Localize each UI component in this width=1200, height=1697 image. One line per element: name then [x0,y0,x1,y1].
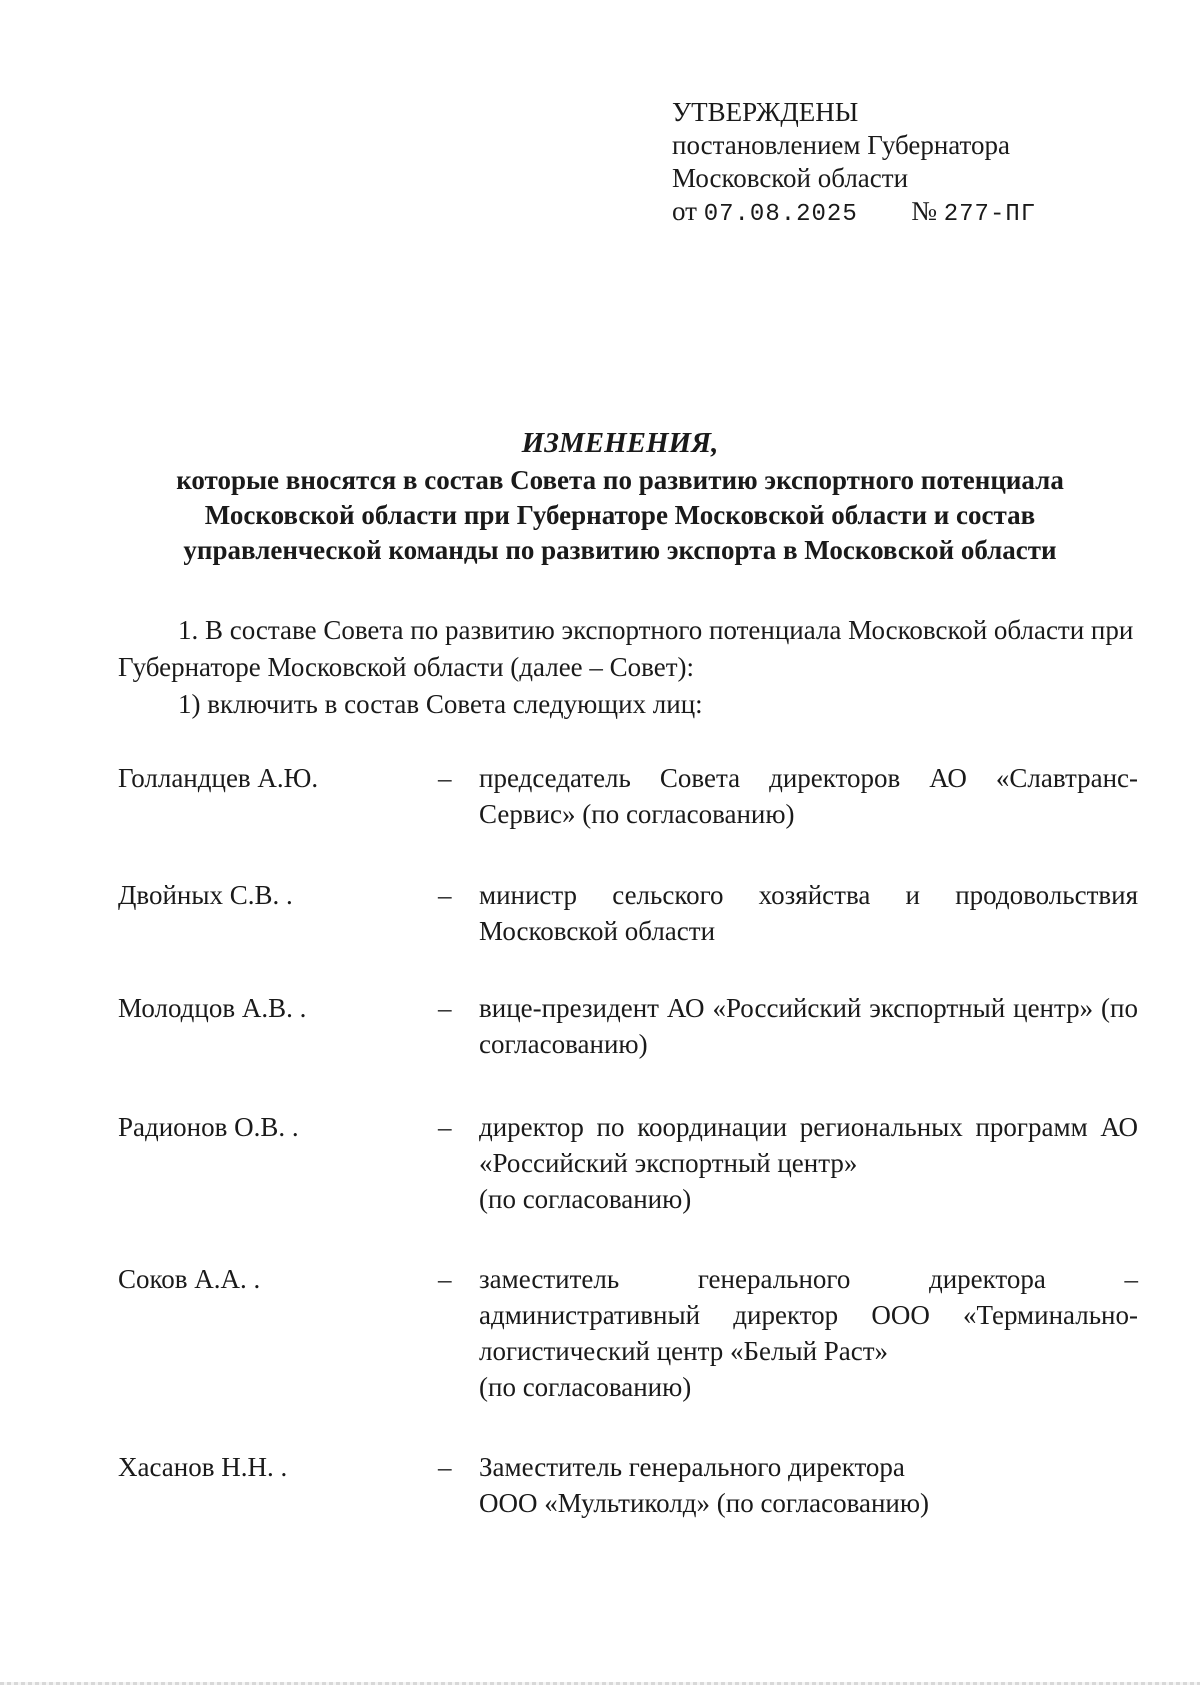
member-entry [118,1449,1138,1529]
member-entry [118,877,1138,990]
intro-paragraph-1: 1. В составе Совета по развитию экспортного потенциала Московской области при Губернаторе Московской области (далее – Совет): [118,615,1134,682]
title-line-3: управленческой команды по развитию экспорта в Московской области [183,535,1057,565]
member-description [479,990,1138,1062]
member-name: Хасанов Н.Н. . [118,1452,288,1482]
member-entry [118,760,1138,877]
member-description [479,760,1138,832]
approval-decree-type: постановлением Губернатора [672,130,1010,160]
member-name: Соков А.А. . [118,1264,261,1294]
members-list [118,760,1138,1529]
member-note: (по согласованию) [479,1372,692,1402]
member-name: Двойных С.В. . [118,880,293,910]
member-dash: – [438,763,452,793]
approval-number: 277-ПГ [943,201,1037,228]
member-note: (по согласованию) [479,1184,692,1214]
title-line-2: Московской области при Губернаторе Московской области и состав [204,500,1036,530]
intro-paragraph-2: 1) включить в состав Совета следующих лиц: [178,689,703,719]
member-dash: – [438,993,452,1023]
member-description [479,1261,1138,1405]
approval-number-sign: № [911,196,937,226]
member-position: заместитель генерального директора – административный директор ООО «Терминально-логистический центр «Белый Раст» [479,1264,1138,1366]
approval-region: Московской области [672,163,909,193]
member-position: вице-президент АО «Российский экспортный центр» (по согласованию) [479,993,1138,1059]
member-position: директор по координации региональных программ АО «Российский экспортный центр» [479,1112,1138,1178]
member-name: Молодцов А.В. . [118,993,307,1023]
member-entry [118,1261,1138,1449]
title-line-1: которые вносятся в состав Совета по развитию экспортного потенциала [176,465,1064,495]
document-title [120,426,1120,568]
member-position: министр сельского хозяйства и продовольствия Московской области [479,880,1138,946]
member-position: Заместитель генерального директора [479,1452,905,1482]
member-dash: – [438,1264,452,1294]
member-entry [118,990,1138,1109]
approval-date-prefix: от [672,196,697,226]
member-description [479,1109,1138,1217]
member-description [479,1449,1138,1521]
member-entry [118,1109,1138,1261]
member-dash: – [438,880,452,910]
member-dash: – [438,1112,452,1142]
member-dash: – [438,1452,452,1482]
title-main: ИЗМЕНЕНИЯ, [521,427,719,459]
approval-heading: УТВЕРЖДЕНЫ [672,97,859,127]
approval-date-number [672,195,1036,231]
member-name: Голландцев А.Ю. [118,763,319,793]
intro-text [118,612,1148,723]
approval-stamp [672,96,1036,231]
scan-bottom-edge [0,1682,1200,1685]
member-name: Радионов О.В. . [118,1112,299,1142]
member-note: ООО «Мультиколд» (по согласованию) [479,1488,930,1518]
member-description [479,877,1138,949]
member-position: председатель Совета директоров АО «Славтранс-Сервис» (по согласованию) [479,763,1138,829]
approval-date: 07.08.2025 [703,201,858,228]
